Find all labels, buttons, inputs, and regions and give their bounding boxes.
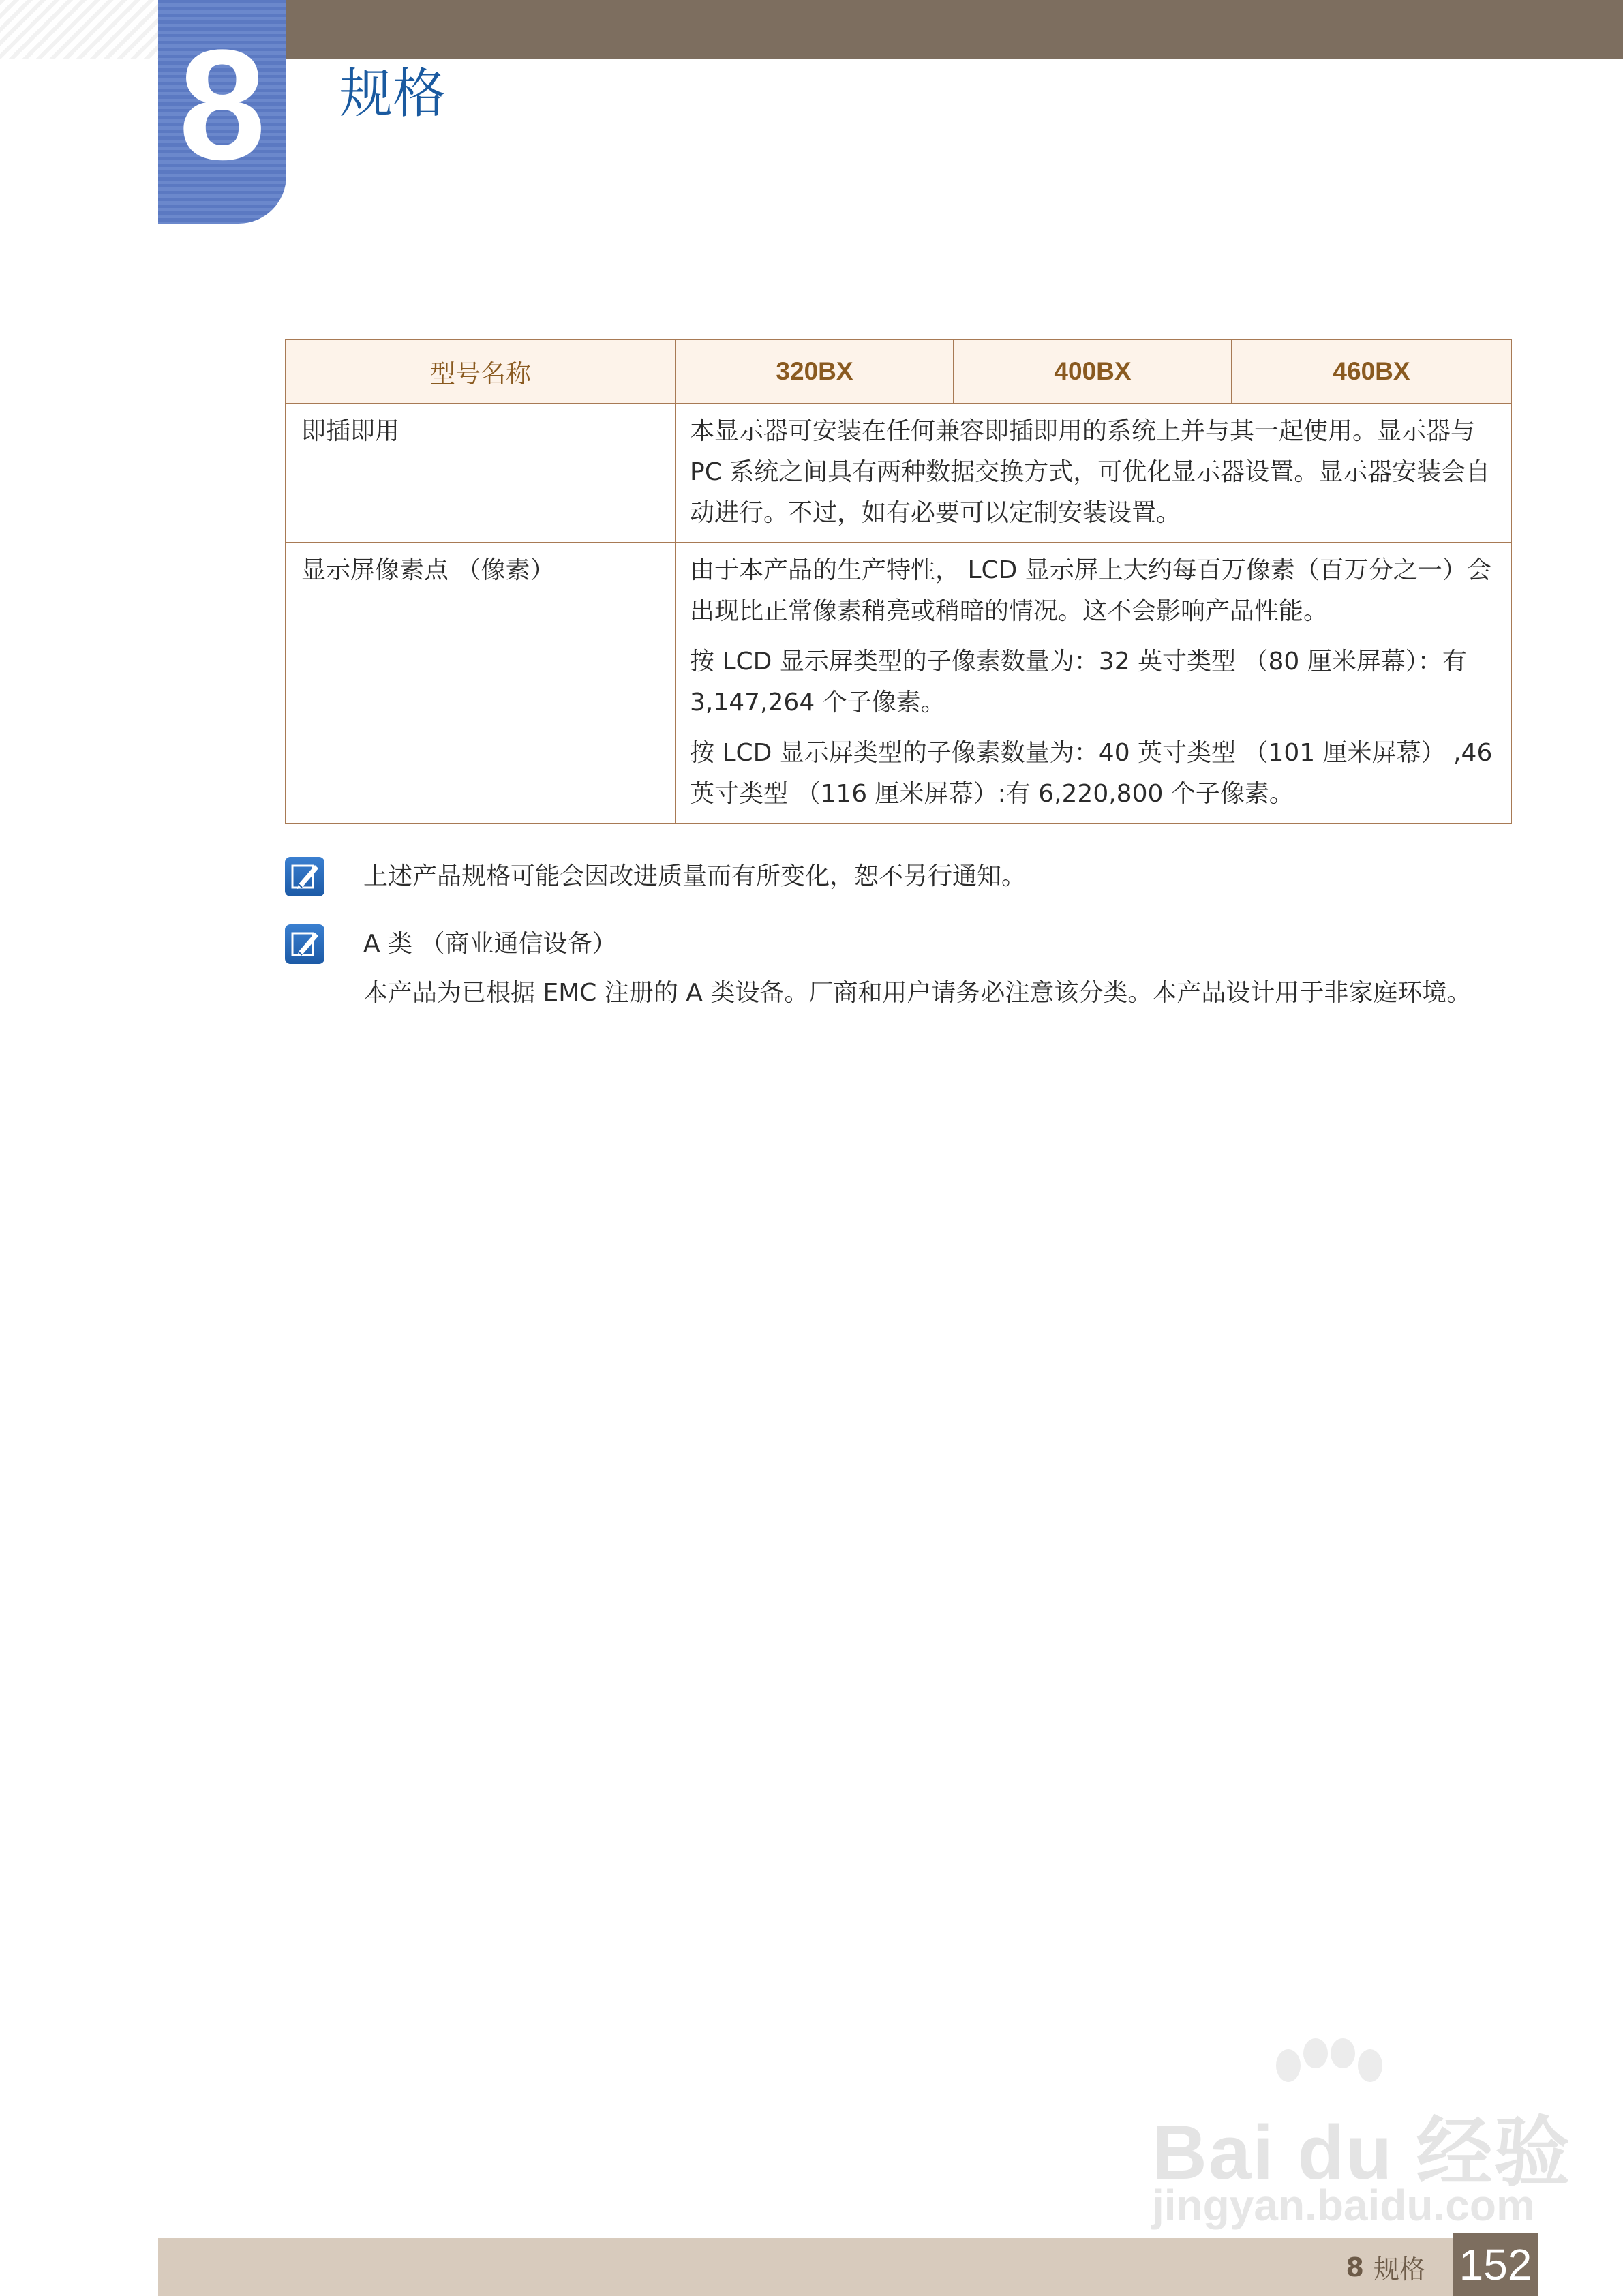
page-number: 152 — [1453, 2233, 1538, 2296]
note-title: A 类 （商业通信设备） — [363, 930, 617, 958]
footer-section-label — [1346, 2238, 1425, 2296]
spec-table — [285, 339, 1512, 824]
header-model-name: 型号名称 — [286, 339, 676, 404]
note-text — [363, 857, 1502, 896]
footer-bar — [158, 2238, 1453, 2296]
note-pencil-icon — [285, 857, 324, 896]
table-header-row — [286, 339, 1511, 404]
note-line: 上述产品规格可能会因改进质量而有所变化，恕不另行通知。 — [363, 862, 1027, 890]
header-400bx: 400BX — [954, 339, 1232, 404]
note-text — [363, 924, 1502, 1013]
watermark-url: jingyan.baidu.com — [1152, 2181, 1535, 2230]
header-decoration — [0, 0, 158, 59]
chapter-tab — [158, 0, 286, 224]
row-label-plug-and-play: 即插即用 — [286, 404, 676, 543]
pixel-points-text-1: 由于本产品的生产特性， LCD 显示屏上大约每百万像素（百万分之一）会出现比正常像素稍亮或稍暗的情况。这不会影响产品性能。 — [690, 556, 1491, 625]
table-row-pixel-points — [286, 543, 1511, 824]
note-spec-change — [285, 857, 1512, 905]
note-pencil-icon — [285, 924, 324, 964]
plug-and-play-text: 本显示器可安装在任何兼容即插即用的系统上并与其一起使用。显示器与 PC 系统之间具有两种数据交换方式，可优化显示器设置。显示器安装会自动进行。不过，如有必要可以定制安装设置。 — [690, 417, 1491, 527]
row-value-plug-and-play — [676, 404, 1511, 543]
row-value-pixel-points — [676, 543, 1511, 824]
note-class-a — [285, 924, 1512, 1054]
chapter-title: 规格 — [339, 63, 446, 125]
chapter-number: 8 — [179, 17, 266, 192]
watermark-brand: Bai du 经验 — [1152, 2110, 1572, 2195]
pixel-points-text-3: 按 LCD 显示屏类型的子像素数量为：40 英寸类型 （101 厘米屏幕） ,46 英寸类型 （116 厘米屏幕）:有 6,220,800 个子像素。 — [690, 739, 1493, 808]
header-320bx: 320BX — [676, 339, 954, 404]
note-body: 本产品为已根据 EMC 注册的 A 类设备。厂商和用户请务必注意该分类。本产品设计用于非家庭环境。 — [363, 979, 1472, 1007]
header-bar — [158, 0, 1623, 59]
footer-section-number: 8 — [1346, 2252, 1364, 2282]
pixel-points-text-2: 按 LCD 显示屏类型的子像素数量为：32 英寸类型 （80 厘米屏幕）：有 3,147,264 个子像素。 — [690, 648, 1467, 716]
row-label-pixel-points: 显示屏像素点 （像素） — [286, 543, 676, 824]
header-460bx: 460BX — [1232, 339, 1511, 404]
table-row-plug-and-play — [286, 404, 1511, 543]
footer-section-title: 规格 — [1373, 2254, 1425, 2284]
